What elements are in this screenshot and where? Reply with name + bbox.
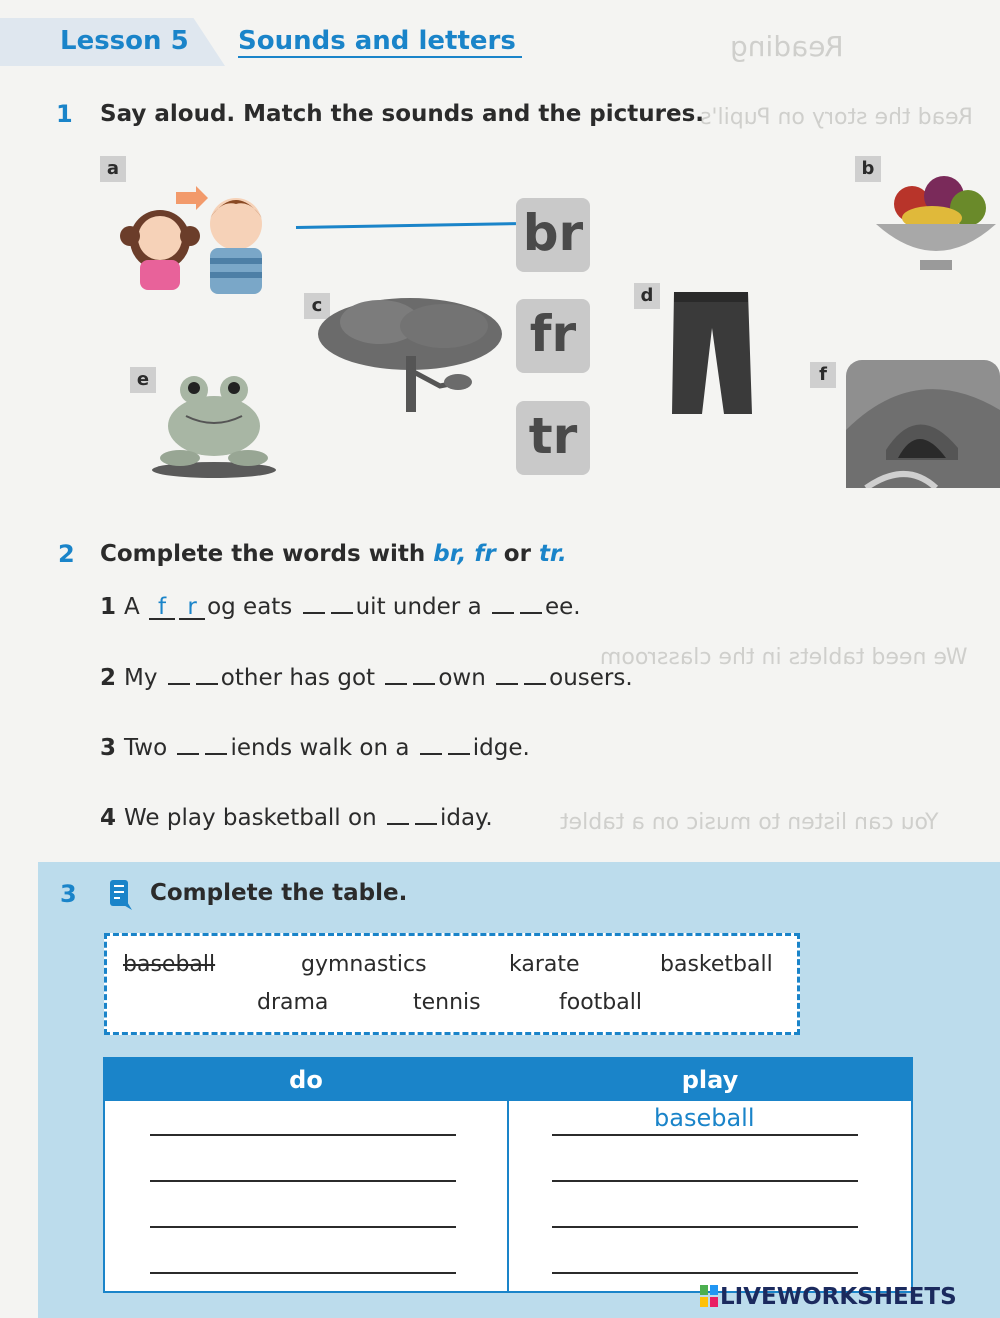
blank-field[interactable] — [492, 592, 514, 614]
liveworksheets-logo: LIVEWORKSHEETS — [700, 1284, 957, 1310]
answer-field-1b[interactable]: r — [179, 596, 205, 620]
do-answer-line-2[interactable] — [150, 1180, 456, 1182]
sentence-3: 3 Two iends walk on a idge. — [100, 735, 530, 761]
bridge-picture — [846, 360, 1000, 488]
exercise-3-number: 3 — [60, 880, 77, 908]
play-answer-line-3[interactable] — [552, 1226, 858, 1228]
picture-label-a: a — [100, 156, 126, 182]
exercise-1-instruction: Say aloud. Match the sounds and the pictures. — [100, 101, 705, 127]
blank-field[interactable] — [385, 663, 407, 685]
word-basketball: basketball — [660, 952, 773, 977]
blank-field[interactable] — [331, 592, 353, 614]
sentence-1: 1 A f r og eats uit under a ee. — [100, 594, 581, 620]
sentence-2: 2 My other has got own ousers. — [100, 665, 633, 691]
play-answer-line-1[interactable] — [552, 1134, 858, 1136]
sound-box-fr[interactable]: fr — [516, 299, 590, 373]
do-answer-line-1[interactable] — [150, 1134, 456, 1136]
word-drama: drama — [257, 990, 329, 1015]
do-play-table — [103, 1057, 913, 1293]
word-tennis: tennis — [413, 990, 481, 1015]
blank-field[interactable] — [415, 803, 437, 825]
blank-field[interactable] — [387, 803, 409, 825]
picture-label-f: f — [810, 362, 836, 388]
children-whispering-picture — [110, 178, 290, 298]
sentence-4: 4 We play basketball on iday. — [100, 805, 493, 831]
blank-field[interactable] — [205, 733, 227, 755]
word-gymnastics: gymnastics — [301, 952, 427, 977]
frog-picture — [150, 366, 280, 478]
blank-field[interactable] — [448, 733, 470, 755]
instruction-last-option: tr. — [538, 541, 567, 567]
match-line-a-br[interactable] — [296, 222, 516, 229]
liveworksheets-icon — [700, 1285, 718, 1307]
word-football: football — [559, 990, 642, 1015]
lesson-header — [0, 18, 560, 66]
blank-field[interactable] — [196, 663, 218, 685]
blank-field[interactable] — [524, 663, 546, 685]
word-bank — [104, 933, 800, 1035]
play-answer-line-4[interactable] — [552, 1272, 858, 1274]
table-header-play: play — [509, 1059, 911, 1101]
word-baseball: baseball — [123, 952, 216, 977]
answer-field-1a[interactable]: f — [149, 596, 175, 620]
exercise-1-number: 1 — [56, 100, 73, 128]
blank-field[interactable] — [177, 733, 199, 755]
blank-field[interactable] — [303, 592, 325, 614]
table-header-do: do — [105, 1059, 507, 1101]
blank-field[interactable] — [420, 733, 442, 755]
pencil-activity-icon — [104, 876, 134, 912]
word-karate: karate — [509, 952, 580, 977]
play-answer-line-2[interactable] — [552, 1180, 858, 1182]
fruit-bowl-picture — [872, 168, 1000, 280]
lesson-title: Sounds and letters — [238, 26, 522, 58]
exercise-2-instruction: Complete the words with br, fr or tr. — [100, 541, 567, 567]
instruction-options: br, fr — [433, 541, 496, 567]
tree-picture — [310, 290, 510, 420]
play-answer-baseball[interactable]: baseball — [654, 1104, 755, 1132]
exercise-2-number: 2 — [58, 540, 75, 568]
picture-label-e: e — [130, 367, 156, 393]
lesson-number: Lesson 5 — [60, 26, 189, 56]
sound-box-tr[interactable]: tr — [516, 401, 590, 475]
do-answer-line-4[interactable] — [150, 1272, 456, 1274]
blank-field[interactable] — [413, 663, 435, 685]
blank-field[interactable] — [496, 663, 518, 685]
blank-field[interactable] — [520, 592, 542, 614]
picture-label-b: b — [855, 156, 881, 182]
exercise-3-instruction: Complete the table. — [150, 880, 408, 906]
trousers-picture — [668, 288, 754, 418]
column-divider — [507, 1059, 509, 1291]
do-answer-line-3[interactable] — [150, 1226, 456, 1228]
picture-label-c: c — [304, 293, 330, 319]
blank-field[interactable] — [168, 663, 190, 685]
picture-label-d: d — [634, 283, 660, 309]
sound-box-br[interactable]: br — [516, 198, 590, 272]
